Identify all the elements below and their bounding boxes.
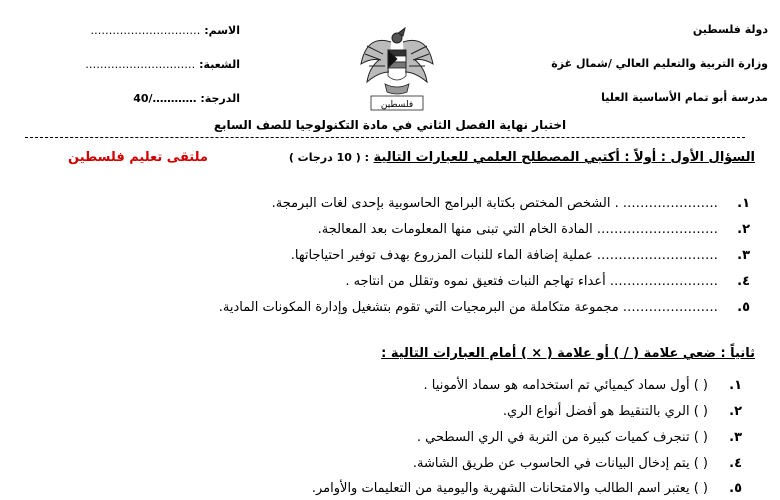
q1-item-number: ٣. bbox=[737, 248, 750, 263]
q1-item-number: ٤. bbox=[737, 274, 750, 289]
q2-item: ( ) أول سماد كيميائي تم استخدامه هو سماد الأمونيا . bbox=[423, 378, 708, 393]
grade-label: الدرجة: bbox=[200, 92, 240, 105]
q1-item: …………………. . الشخص المختص بكتابة البرامج الحاسوبية بإحدى لغات البرمجة. bbox=[271, 196, 718, 211]
q2-item-number: ١. bbox=[729, 378, 742, 393]
name-row bbox=[40, 24, 240, 37]
grade-field: …………/40 bbox=[133, 92, 197, 105]
q1-item-number: ١. bbox=[737, 196, 750, 211]
q2-item: ( ) يتم إدخال البيانات في الحاسوب عن طريق الشاشة. bbox=[412, 456, 708, 471]
question-1-points: : ( 10 درجات ) bbox=[288, 151, 370, 164]
section-field: ………………………… bbox=[85, 58, 196, 71]
exam-title: اختبار نهاية الفصل الثاني في مادة التكنولوجيا للصف السابع bbox=[213, 118, 567, 132]
grade-row bbox=[40, 92, 240, 105]
q2-item-number: ٥. bbox=[729, 481, 742, 496]
q1-item: …………………. مجموعة متكاملة من البرمجيات التي تقوم بتشغيل وإدارة المكونات المادية. bbox=[218, 300, 718, 315]
q2-item-number: ٢. bbox=[729, 404, 742, 419]
q2-item-number: ٣. bbox=[729, 430, 742, 445]
name-field: ………………………… bbox=[90, 24, 201, 37]
q2-item-number: ٤. bbox=[729, 456, 742, 471]
q2-item: ( ) الري بالتنقيط هو أفضل أنواع الري. bbox=[502, 404, 708, 419]
section-label: الشعبة: bbox=[199, 58, 240, 71]
country-name: دولة فلسطين bbox=[692, 23, 768, 36]
ministry-name: وزارة التربية والتعليم العالي /شمال غزة bbox=[551, 57, 768, 70]
section-row bbox=[40, 58, 240, 71]
q1-item-number: ٥. bbox=[737, 300, 750, 315]
q1-item-number: ٢. bbox=[737, 222, 750, 237]
question-1-title: السؤال الأول : أولاً : أكتبي المصطلح العلمي للعبارات التالية bbox=[373, 150, 755, 165]
brand-label: ملتقى تعليم فلسطين bbox=[68, 150, 208, 165]
school-name: مدرسة أبو تمام الأساسية العليا bbox=[601, 91, 768, 104]
q2-item: ( ) تنجرف كميات كبيرة من التربة في الري السطحي . bbox=[416, 430, 708, 445]
q2-item: ( ) يعتبر اسم الطالب والامتحانات الشهرية واليومية من التعليمات والأوامر. bbox=[311, 481, 708, 496]
palestine-eagle-emblem bbox=[357, 24, 437, 116]
emblem-label: فلسطين bbox=[380, 100, 414, 110]
name-label: الاسم: bbox=[204, 24, 240, 37]
question-2-heading: ثانياً : ضعي علامة ( / ) أو علامة ( × ) أمام العبارات التالية : bbox=[381, 346, 755, 361]
header-divider bbox=[25, 137, 745, 138]
q1-item: ………………………. عملية إضافة الماء للنبات المزروع بهدف توفير احتياجاتها. bbox=[290, 248, 718, 263]
question-1-heading bbox=[289, 150, 755, 165]
q1-item: ………………………. المادة الخام التي تبنى منها المعلومات بعد المعالجة. bbox=[317, 222, 718, 237]
q1-item: ……………………. أعداء تهاجم النبات فتعيق نموه وتقلل من انتاجه . bbox=[345, 274, 718, 289]
